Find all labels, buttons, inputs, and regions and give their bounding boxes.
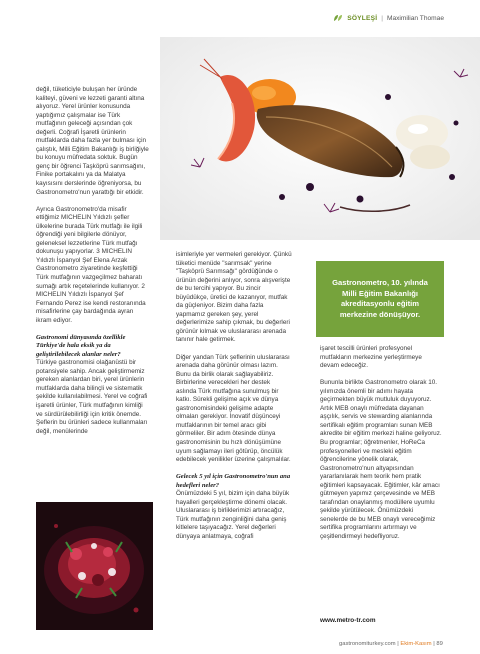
section-header (333, 14, 444, 22)
text-column-1 (36, 86, 150, 445)
interview-question: Gelecek 5 yıl için Gastronometro'nun ana hedefleri neler? (176, 473, 291, 489)
paragraph: Türkiye gastronomisi olağanüstü bir potansiyele sahip. Ancak geliştirmemiz gereken alanlardan biri, yerel ürünlerin mutfaklarda daha bilinçli ve sistematik şekilde kullanılabilmesi. Yerel ve coğrafi işaretli ürünler, Türk mutfağının kimliği ve sürdürülebilirliği için kritik önemde. Şeflerin bu ürünleri sadece kullanmaları değil, menülerinde (36, 359, 148, 435)
dish-photo-dessert (36, 502, 153, 630)
section-label: SÖYLEŞİ (347, 14, 378, 22)
fish-dish-illustration (160, 37, 480, 240)
paragraph: Ayrıca Gastronometro'da misafir ettiğimiz MICHELIN Yıldızlı şefler ülkelerine burada Türk mutfağı ile ilgili öğrendiği yeni bilgilerle dönüyor, geleneksel lezzetlerine Türk mutfağı dokunuşu yapıyorlar. 3 MICHELIN Yıldızlı İspanyol Şef Elena Arzak Gastronometro ziyaretinde keşfettiği Türk mutfağının vazgeçilmez baharatı sumağı artık reçetelerinde kullanıyor. 2 MICHELIN Yıldızlı İspanyol Şef Fernando Perez ise kendi restoranında misafirlerine çay bardağında ayran ikram ediyor. (36, 205, 146, 324)
dessert-illustration (36, 502, 153, 630)
paragraph: işaret tescilli ürünleri profesyonel mutfakların merkezine yerleştirmeye devam edeceğiz. (320, 345, 422, 370)
interview-question: Gastronomi dünyasında özellikle Türkiye'de hala eksik ya da geliştirilebilecek alanlar neler? (36, 333, 126, 358)
footer-site: gastronomiturkey.com (339, 641, 396, 647)
paragraph: isimleriyle yer vermeleri gerekiyor. Çünkü tüketici menüde "sarımsak" yerine "Taşköprü Sarımsağı" gördüğünde o ürünün değerini anlıyor, sonra alışverişte de bu tercihi yapıyor. Bu zincir büyüdükçe, üretici de kazanıyor, mutfak da güçleniyor. Bizim daha fazla yapmamız gereken şey, yerel değerlerimize sahip çıkmak, bu değerleri görünür kılmak ve uluslararası arenada tanınır hale getirmek. (176, 251, 292, 344)
leaf-logo-icon (333, 14, 343, 22)
author-name: Maximilian Thomae (386, 14, 444, 22)
text-column-3 (320, 345, 442, 550)
paragraph: değil, tüketiciyle buluşan her üründe kaliteyi, güveni ve lezzeti garanti altına alıyoruz. Yerel ürünler konusunda yaptığımız çalışmalar ise Türk mutfağının geleceği açısından çok değerli. Coğrafi İşaretli ürünlerin mutfaklarda daha fazla yer bulması için çalıştık, Milli Eğitim Bakanlığı iş birliğiyle bu konuyu müfredata soktuk. Bugün genç bir öğrenci Taşköprü sarımsağını, Finike portakalını ya da Malatya kayısısını derslerinde öğreniyorsa, bu Gastronometro'nun yarattığı bir etkidir. (36, 86, 149, 196)
callout-text: Gastronometro, 10. yılında Milli Eğitim Bakanlığı akreditasyonlu eğitim merkezine dönüşüyor. (332, 278, 428, 319)
footer-issue: Ekim-Kasım (400, 641, 432, 647)
text-column-2 (176, 251, 292, 550)
footer-separator: | (397, 641, 399, 647)
callout-box (316, 261, 444, 337)
paragraph: Bununla birlikte Gastronometro olarak 10. yılımızda önemli bir adımı hayata geçirmekten büyük mutluluk duyuyoruz. Artık MEB onaylı müfredata dayanan aşçılık, servis ve stewarding alanlarında sertifikalı eğitim programları sunan MEB akredite bir eğitim merkezi haline geliyoruz. Bu programlar; öğretmenler, HoReCa profesyonelleri ve mesleki eğitim öğrencilerine yönelik olarak, Gastronometro'nun altyapısından yararlanılarak hem teorik hem pratik eğitimleri kapsayacak. Eğitimler, kâr amacı gütmeyen yapımız çerçevesinde ve MEB tarafından onaylanmış modüllere uyumlu şekilde yürütülecek. Önümüzdeki senelerde de bu MEB onaylı vereceğimiz sertifika programlarını artırmayı ve çeşitlendirmeyi hedefliyoruz. (320, 379, 442, 540)
page-number: 89 (436, 641, 443, 647)
footer-separator: | (433, 641, 435, 647)
paragraph: Önümüzdeki 5 yıl, bizim için daha büyük hayalleri gerçekleştirme dönemi olacak. Uluslararası iş birliklerimizi artıracağız, Türk mutfağının zenginliğini daha geniş kitlelere taşıyacağız. Yerel değerleri dünyaya anlatmaya, coğrafi (176, 490, 290, 540)
dish-photo-fish (160, 37, 480, 240)
header-separator: | (381, 14, 383, 22)
paragraph: Diğer yandan Türk şeflerinin uluslararası arenada daha görünür olması lazım. Bunu da birlik olarak sağlayabiliriz. Birbirlerine verecekleri her destek aslında Türk mutfağına sunulmuş bir katkı. Sürekli gelişime açık ve dünya gastronomisindeki gelişime adapte olmaları gerekiyor. İnovatif düşünceyi mutfaklarının bir temel aracı gibi görmeliler. Bir adım ötesinde dünya gastronomisinin bu hızlı dönüşümüne uyum sağlamayı ileri götürüp, öncülük edebilecek yenilikler üzerine çalışmalılar. (176, 353, 291, 464)
page-footer (339, 641, 443, 647)
website-link[interactable]: www.metro-tr.com (320, 617, 376, 624)
